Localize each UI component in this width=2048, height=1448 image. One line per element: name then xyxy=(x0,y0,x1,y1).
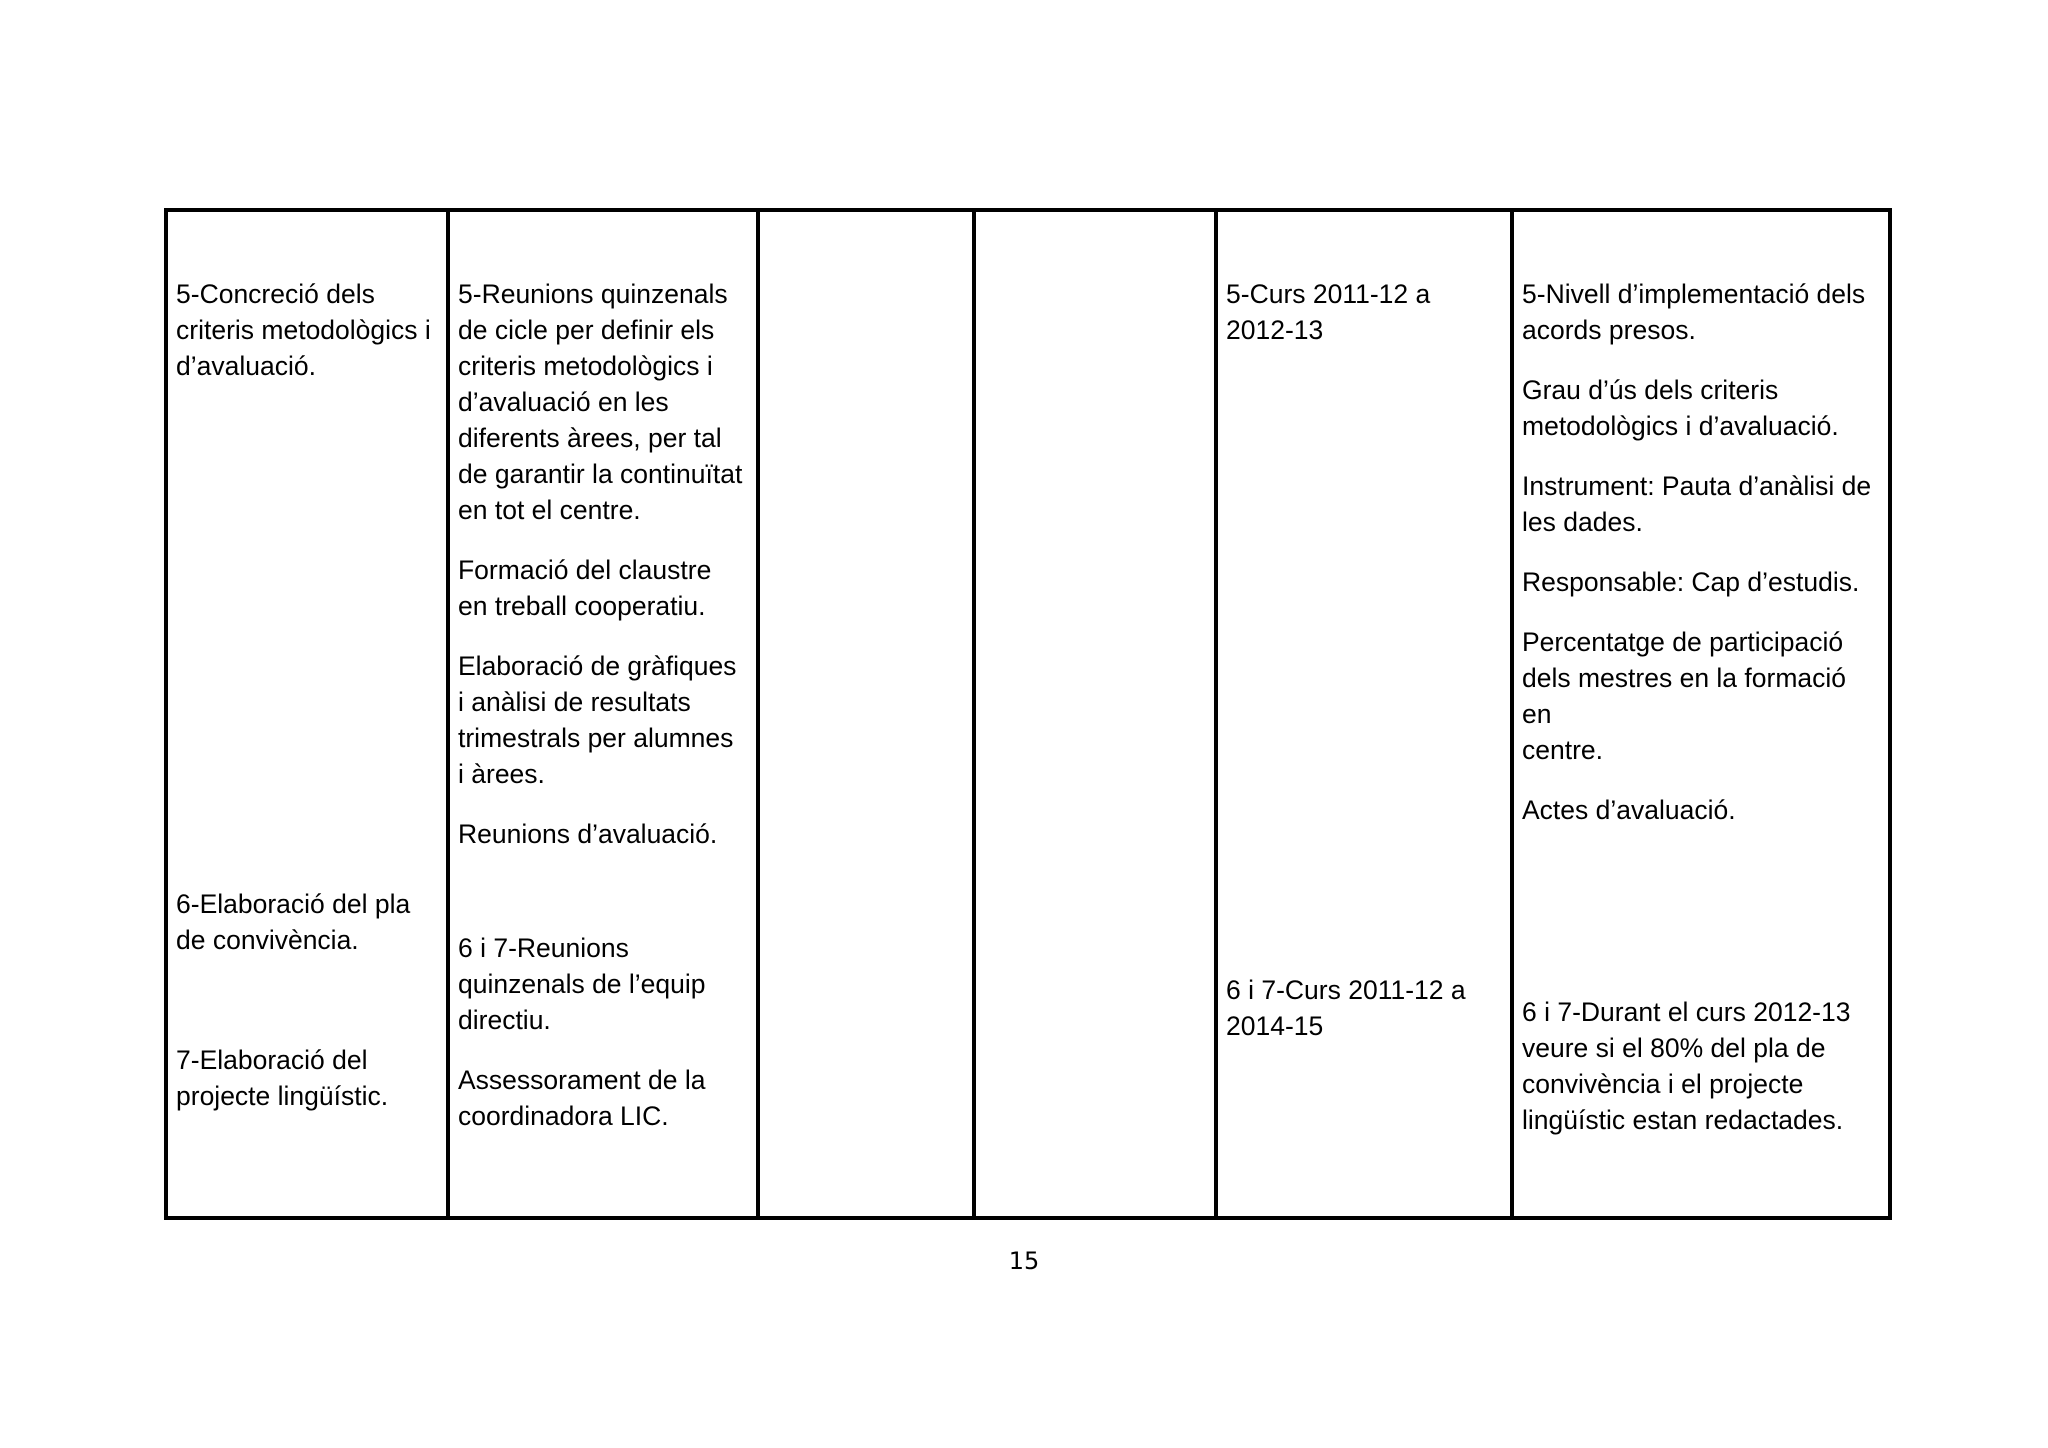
objective-7-text: 7-Elaboració del projecte lingüístic. xyxy=(176,1045,389,1111)
objective-6 xyxy=(176,886,440,958)
action-text: Elaboració de gràfiques i anàlisi de resultats trimestrals per alumnes i àrees. xyxy=(458,651,737,789)
objective-5-text: 5-Concreció dels criteris metodològics i d’avaluació. xyxy=(176,279,431,381)
actions-5 xyxy=(458,276,750,852)
indicator-text: 6 i 7-Durant el curs 2012-13 veure si el 80% del pla de convivència i el projecte lingüístic estan redactades. xyxy=(1522,997,1851,1135)
indicator-text: Grau d’ús dels criteris metodològics i d’avaluació. xyxy=(1522,375,1839,441)
page-number: 15 xyxy=(1008,1247,1040,1275)
empty-column-3 xyxy=(756,212,972,1216)
empty-column-4 xyxy=(972,212,1214,1216)
indicator-text: Actes d’avaluació. xyxy=(1522,795,1736,825)
timing-text: 5-Curs 2011-12 a 2012-13 xyxy=(1226,279,1431,345)
action-text: 6 i 7-Reunions quinzenals de l’equip directiu. xyxy=(458,933,706,1035)
timing-5 xyxy=(1226,276,1504,348)
action-text: Formació del claustre en treball cooperatiu. xyxy=(458,555,712,621)
indicator-text: Instrument: Pauta d’anàlisi de les dades. xyxy=(1522,471,1872,537)
indicators-6-7 xyxy=(1522,994,1882,1138)
indicator-text: Percentatge de participació dels mestres en la formació en centre. xyxy=(1522,627,1847,765)
timing-column xyxy=(1214,212,1510,1216)
objective-6-text: 6-Elaboració del pla de convivència. xyxy=(176,889,411,955)
action-text: 5-Reunions quinzenals de cicle per definir els criteris metodològics i d’avaluació en les diferents àrees, per tal de garantir la continuïtat en tot el centre. xyxy=(458,279,743,525)
indicator-text: Responsable: Cap d’estudis. xyxy=(1522,567,1860,597)
objective-5 xyxy=(176,276,440,384)
indicator-text: 5-Nivell d’implementació dels acords presos. xyxy=(1522,279,1866,345)
indicators-column xyxy=(1510,212,1888,1216)
actions-6-7 xyxy=(458,930,750,1134)
indicators-5 xyxy=(1522,276,1882,828)
timing-6-7 xyxy=(1226,972,1504,1044)
actions-column xyxy=(446,212,756,1216)
timing-text: 6 i 7-Curs 2011-12 a 2014-15 xyxy=(1226,975,1466,1041)
action-text: Assessorament de la coordinadora LIC. xyxy=(458,1065,706,1131)
action-text: Reunions d’avaluació. xyxy=(458,819,718,849)
objectives-column xyxy=(168,212,446,1216)
plan-table xyxy=(164,208,1892,1220)
objective-7 xyxy=(176,1042,440,1114)
